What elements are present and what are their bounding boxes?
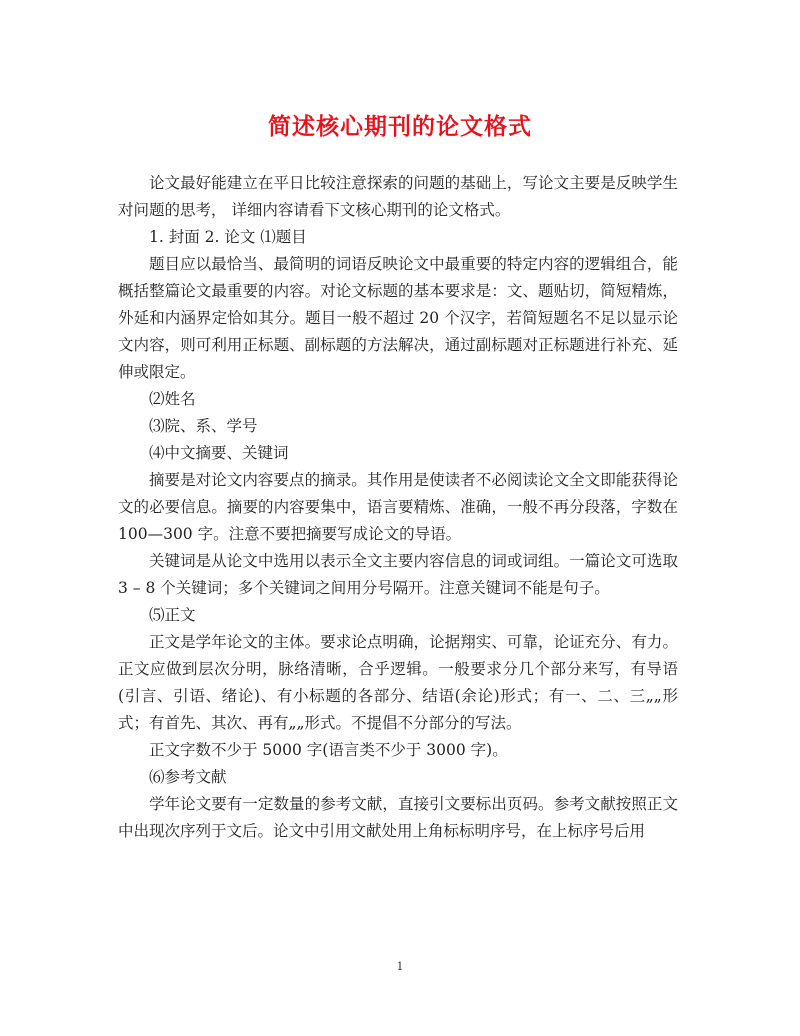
references-paragraph: 学年论文要有一定数量的参考文献，直接引文要标出页码。参考文献按照正文中出现次序列于文后。论文中引用文献处用上角标标明序号，在上标序号后用 bbox=[118, 795, 678, 840]
keywords-paragraph: 关键词是从论文中选用以表示全文主要内容信息的词或词组。一篇论文可选取 3 – 8 个关键词；多个关键词之间用分号隔开。注意关键词不能是句子。 bbox=[118, 552, 678, 597]
intro-paragraph: 论文最好能建立在平日比较注意探索的问题的基础上，写论文主要是反映学生对问题的思考， 详细内容请看下文核心期刊的论文格式。 bbox=[118, 174, 678, 219]
word-count-paragraph: 正文字数不少于 5000 字(语言类不少于 3000 字)。 bbox=[149, 741, 508, 759]
department-section-heading: ⑶院、系、学号 bbox=[149, 417, 258, 435]
abstract-section-heading: ⑷中文摘要、关键词 bbox=[149, 444, 289, 462]
document-body bbox=[118, 170, 678, 845]
title-section-paragraph: 题目应以最恰当、最简明的词语反映论文中最重要的特定内容的逻辑组合，能概括整篇论文最重要的内容。对论文标题的基本要求是：文、题贴切，简短精炼，外延和内涵界定恰如其分。题目一般不超过 20 个汉字，若简短题名不足以显示论文内容，则可利用正标题、副标题的方法解决，通过副标题对正标题进行补充、延伸或限定。 bbox=[118, 255, 678, 381]
main-text-paragraph: 正文是学年论文的主体。要求论点明确，论据翔实、可靠，论证充分、有力。正文应做到层次分明，脉络清晰，合乎逻辑。一般要求分几个部分来写，有导语(引言、引语、绪论)、有小标题的各部分、结语(余论)形式；有一、二、三„„形式；有首先、其次、再有„„形式。不提倡不分部分的写法。 bbox=[118, 633, 678, 732]
page-title: 简述核心期刊的论文格式 bbox=[268, 113, 532, 140]
section-list-heading: 1. 封面 2. 论文 ⑴题目 bbox=[149, 228, 307, 246]
abstract-paragraph: 摘要是对论文内容要点的摘录。其作用是使读者不必阅读论文全文即能获得论文的必要信息。摘要的内容要集中，语言要精炼、准确，一般不再分段落，字数在 100—300 字。注意不要把摘要写成论文的导语。 bbox=[118, 471, 678, 543]
main-text-section-heading: ⑸正文 bbox=[149, 606, 196, 624]
name-section-heading: ⑵姓名 bbox=[149, 390, 196, 408]
references-section-heading: ⑹参考文献 bbox=[149, 768, 227, 786]
page-number: 1 bbox=[396, 960, 404, 973]
